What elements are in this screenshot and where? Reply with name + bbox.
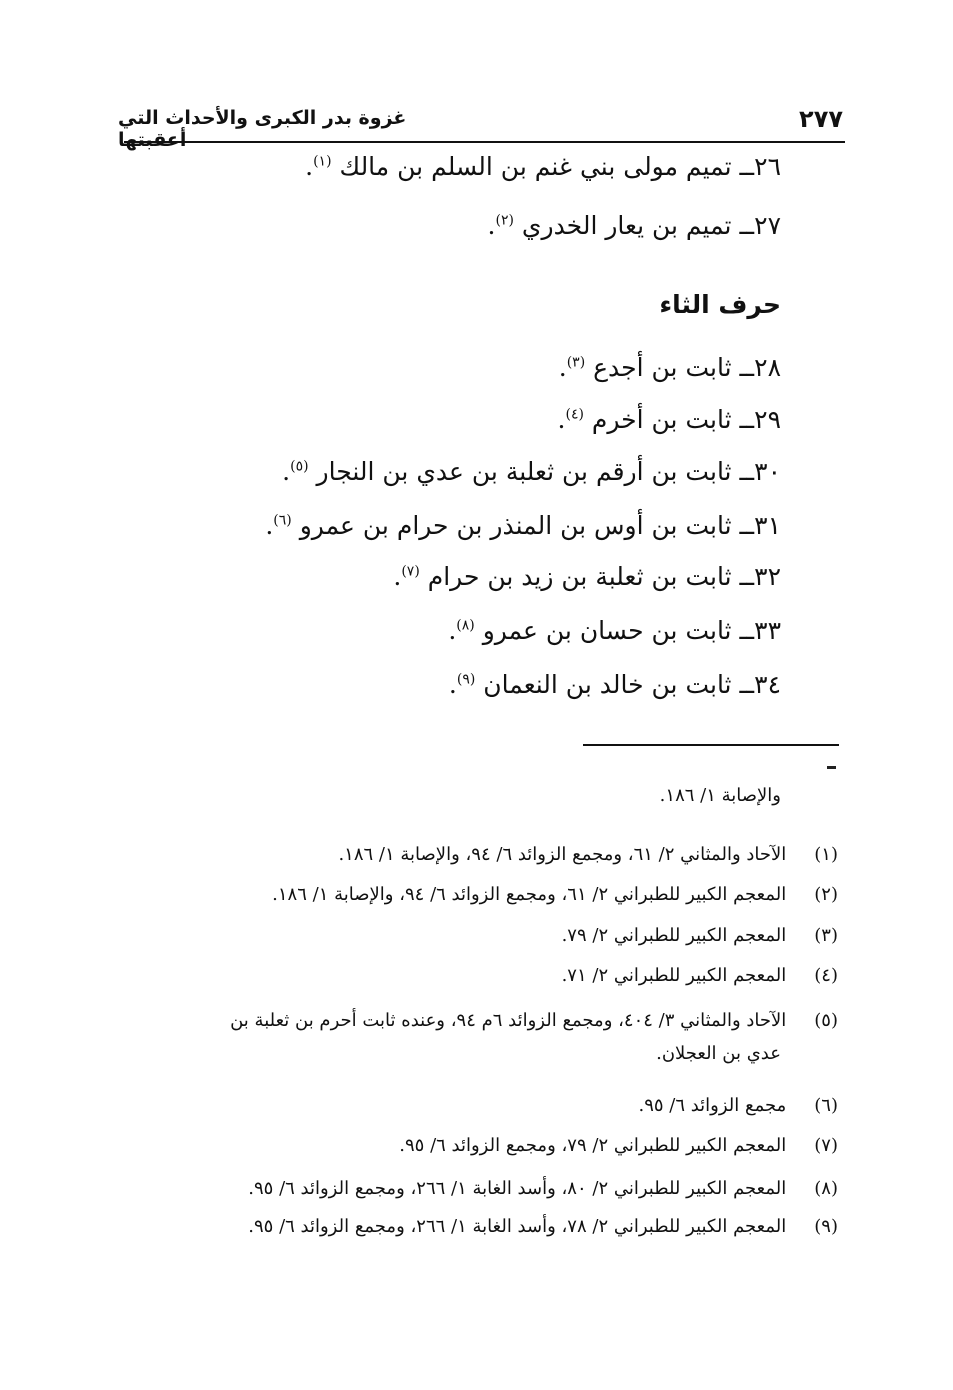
footnote-text: الآحاد والمثاني ٢/ ٦١، ومجمع الزوائد ٦/ ٩٤، والإصابة ١/ ١٨٦.: [338, 844, 787, 865]
footnote-8: [248, 1170, 838, 1208]
footnote-text: المعجم الكبير للطبراني ٢/ ٧٩، ومجمع الزوائد ٦/ ٩٥.: [399, 1135, 787, 1156]
header-rule: [124, 141, 845, 143]
entry-28: ٢٨ــ ثابت بن أجدع $^{(٣)}$.: [558, 353, 781, 382]
entry-text: ثابت بن حسان بن عمرو: [482, 616, 732, 645]
entry-number: ٢٧ــ: [739, 211, 781, 240]
entry-text: ثابت بن أرقم بن ثعلبة بن عدي بن النجار: [316, 457, 732, 486]
footnote-number: (٦): [814, 1095, 838, 1116]
footnote-continuation: والإصابة ١/ ١٨٦.: [659, 785, 781, 806]
running-header-title: غزوة بدر الكبرى والأحداث التي أعقبتها: [118, 107, 407, 151]
footnote-number: (٥): [814, 1010, 838, 1031]
entry-text: ثابت بن أجدع: [593, 353, 732, 382]
footnote-7: [399, 1127, 838, 1165]
entry-number: ٢٦ــ: [739, 152, 781, 181]
footnote-5: [230, 1002, 838, 1040]
entry-number: ٢٨ــ: [739, 353, 781, 382]
footnote-1: [338, 836, 838, 874]
entry-number: ٣١ــ: [739, 511, 781, 540]
entry-text: ثابت بن أوس بن المنذر بن حرام بن عمرو: [299, 511, 732, 540]
footnote-3: [562, 917, 838, 955]
entry-text: تميم بن يعار الخدري: [521, 211, 732, 240]
footnote-ref: (٩): [456, 671, 476, 688]
footnote-9: [248, 1208, 838, 1246]
footnote-text: المعجم الكبير للطبراني ٢/ ٨٠، وأسد الغابة ١/ ٢٦٦، ومجمع الزوائد ٦/ ٩٥.: [248, 1178, 787, 1199]
footnote-text: المعجم الكبير للطبراني ٢/ ٧٩.: [561, 925, 787, 946]
entry-33: ٣٣ــ ثابت بن حسان بن عمرو $^{(٨)}$.: [448, 616, 781, 645]
footnote-number: (٣): [814, 925, 838, 946]
footnote-ref: (٨): [456, 617, 475, 634]
entry-number: ٣٠ــ: [739, 457, 781, 486]
entry-29: ٢٩ــ ثابت بن أخرم $^{(٤)}$.: [557, 405, 781, 434]
footnote-number: (٤): [814, 965, 838, 986]
entry-number: ٣٢ــ: [739, 562, 781, 591]
footnote-number: (٧): [814, 1135, 838, 1156]
footnote-ref: (٧): [401, 563, 420, 580]
footnote-ref: (٣): [566, 354, 586, 371]
entry-text: ثابت بن خالد بن النعمان: [483, 670, 732, 699]
entry-26: ٢٦ــ تميم مولى بني غنم بن السلم بن مالك $^{(١)}$.: [305, 152, 781, 181]
footnote-5-wrap: عدي بن العجلان.: [656, 1043, 781, 1064]
footnote-separator: [583, 744, 839, 746]
footnote-2: [272, 876, 838, 914]
footnote-text: المعجم الكبير للطبراني ٢/ ٧١.: [561, 965, 787, 986]
footnote-number: (١): [814, 844, 838, 865]
footnote-text: مجمع الزوائد ٦/ ٩٥.: [638, 1095, 787, 1116]
entry-34: ٣٤ــ ثابت بن خالد بن النعمان $^{(٩)}$.: [448, 670, 781, 699]
footnote-marker-dash: [827, 766, 836, 769]
footnote-text: المعجم الكبير للطبراني ٢/ ٦١، ومجمع الزوائد ٦/ ٩٤، والإصابة ١/ ١٨٦.: [272, 884, 787, 905]
entry-text: ثابت بن أخرم: [591, 405, 732, 434]
footnote-ref: (٤): [565, 406, 584, 423]
footnote-ref: (١): [313, 153, 332, 170]
footnote-number: (٢): [814, 884, 838, 905]
entry-31: ٣١ــ ثابت بن أوس بن المنذر بن حرام بن عمرو $^{(٦)}$.: [265, 511, 781, 540]
entry-27: ٢٧ــ تميم بن يعار الخدري $^{(٢)}$.: [487, 211, 781, 240]
entry-30: ٣٠ــ ثابت بن أرقم بن ثعلبة بن عدي بن النجار $^{(٥)}$.: [282, 457, 781, 486]
footnote-6: [638, 1087, 838, 1125]
footnote-number: (٩): [814, 1216, 838, 1237]
page-number: ٢٧٧: [799, 105, 843, 133]
entry-number: ٢٩ــ: [739, 405, 781, 434]
entry-text: ثابت بن ثعلبة بن زيد بن حرام: [427, 562, 732, 591]
footnote-text: المعجم الكبير للطبراني ٢/ ٧٨، وأسد الغابة ١/ ٢٦٦، ومجمع الزوائد ٦/ ٩٥.: [248, 1216, 787, 1237]
footnote-number: (٨): [814, 1178, 838, 1199]
footnote-ref: (٦): [273, 512, 292, 529]
footnote-ref: (٢): [495, 212, 514, 229]
footnote-text: الآحاد والمثاني ٣/ ٤٠٤، ومجمع الزوائد ٦م ٩٤، وعنده ثابت أحرم بن ثعلبة بن: [230, 1010, 787, 1031]
section-heading: حرف الثاء: [659, 290, 781, 319]
entry-number: ٣٣ــ: [739, 616, 781, 645]
entry-text: تميم مولى بني غنم بن السلم بن مالك: [339, 152, 732, 181]
entry-32: ٣٢ــ ثابت بن ثعلبة بن زيد بن حرام $^{(٧)}$.: [393, 562, 781, 591]
entry-number: ٣٤ــ: [739, 670, 781, 699]
footnote-ref: (٥): [290, 458, 309, 475]
footnote-4: [562, 957, 838, 995]
